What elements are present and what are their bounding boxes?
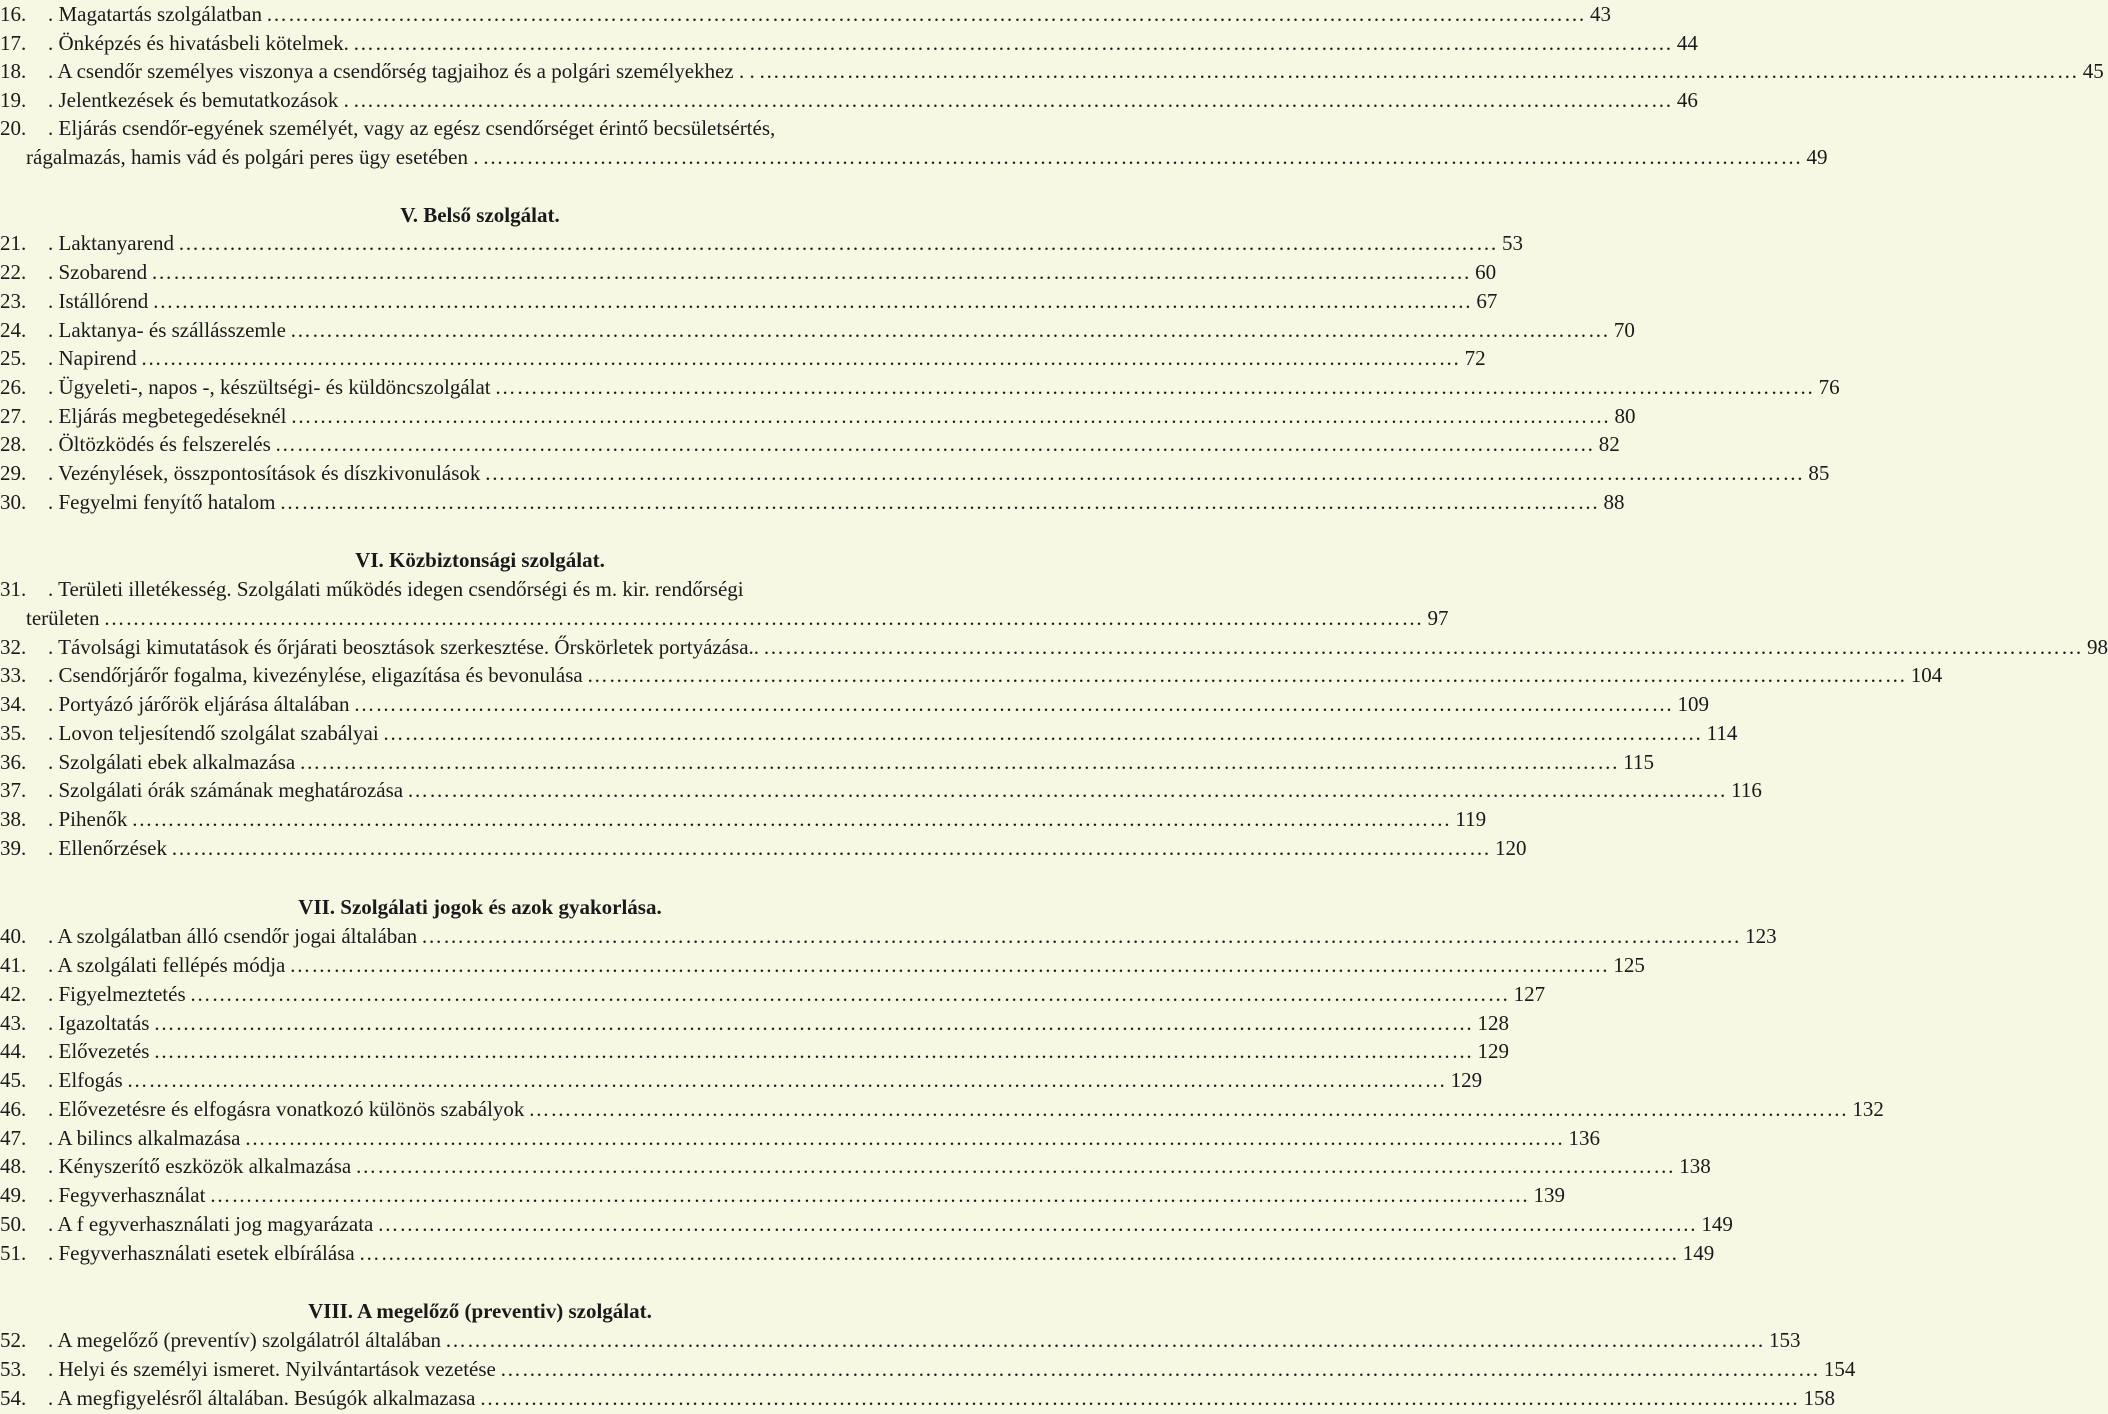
entry-page-number: 45 <box>2082 59 2104 83</box>
entry-number: 24. <box>0 318 27 342</box>
entry-number: 22. <box>0 260 27 284</box>
dot-leader <box>759 633 2087 661</box>
entry-number: 46. <box>0 1097 27 1121</box>
entry-page-number: 114 <box>1706 721 1738 745</box>
entry-title: . Önképzés és hivatásbeli kötelmek. <box>48 31 349 55</box>
dot-leader <box>355 1239 1683 1267</box>
entry-title: . Laktanya- és szállásszemle <box>48 318 286 342</box>
entry-page-number: 138 <box>1679 1154 1711 1178</box>
entry-number: 27. <box>0 404 27 428</box>
toc-entry <box>0 86 1698 114</box>
entry-number: 31. <box>0 577 27 601</box>
entry-number: 28. <box>0 432 27 456</box>
entry-title: . Területi illetékesség. Szolgálati működés idegen csendőrségi és m. kir. rendőrségi <box>48 577 744 601</box>
toc-entry <box>0 57 2104 85</box>
entry-title: . Lovon teljesítendő szolgálat szabályai <box>48 721 379 745</box>
dot-leader <box>148 287 1476 315</box>
toc-entry <box>0 922 1777 950</box>
entry-title: . Szolgálati ebek alkalmazása <box>48 750 296 774</box>
entry-page-number: 132 <box>1852 1097 1884 1121</box>
entry-title: . Elővezetésre és elfogásra vonatkozó különös szabályok <box>48 1097 525 1121</box>
entry-number: 20. <box>0 116 27 140</box>
entry-title: . A bilincs alkalmazása <box>48 1126 241 1150</box>
toc-entry <box>0 805 1487 833</box>
entry-number: 21. <box>0 231 27 255</box>
entry-page-number: 119 <box>1455 807 1487 831</box>
toc-entry <box>0 1384 1835 1412</box>
dot-leader <box>583 661 1911 689</box>
dot-leader <box>755 57 2083 85</box>
toc-entry <box>0 1124 1600 1152</box>
toc-entry <box>0 1066 1483 1094</box>
toc-entry <box>0 1009 1509 1037</box>
dot-leader <box>286 316 1614 344</box>
entry-page-number: 116 <box>1731 778 1762 802</box>
toc-entry <box>0 143 1828 171</box>
dot-leader <box>149 1037 1477 1065</box>
entry-number: 37. <box>0 778 27 802</box>
entry-title: . A szolgálatban álló csendőr jogai általában <box>48 924 418 948</box>
dot-leader <box>285 951 1613 979</box>
entry-title: . A megelőző (preventív) szolgálatról általában <box>48 1328 442 1352</box>
entry-page-number: 44 <box>1676 31 1698 55</box>
entry-page-number: 129 <box>1477 1039 1509 1063</box>
dot-leader <box>441 1326 1769 1354</box>
entry-title: . A megfigyelésről általában. Besúgók alkalmazasa <box>48 1386 476 1410</box>
entry-title: . Napirend <box>48 346 137 370</box>
dot-leader <box>403 776 1731 804</box>
entry-title: . Eljárás csendőr-egyének személyét, vagy az egész csendőrséget érintő becsületsértés, <box>48 116 776 140</box>
toc-entry <box>0 1037 1509 1065</box>
dot-leader <box>295 748 1623 776</box>
entry-number: 47. <box>0 1126 27 1150</box>
entry-page-number: 67 <box>1476 289 1498 313</box>
toc-entry <box>0 776 1762 804</box>
dot-leader <box>475 1384 1803 1412</box>
dot-leader <box>271 430 1599 458</box>
dot-leader <box>349 29 1677 57</box>
entry-number: 26. <box>0 375 27 399</box>
dot-leader <box>127 805 1455 833</box>
entry-number: 53. <box>0 1357 27 1381</box>
entry-title: . Eljárás megbetegedéseknél <box>48 404 287 428</box>
entry-title: . Kényszerítő eszközök alkalmazása <box>48 1154 352 1178</box>
toc-entry <box>0 1239 1715 1267</box>
dot-leader <box>149 1009 1477 1037</box>
entry-page-number: 53 <box>1501 231 1523 255</box>
entry-title: . Ellenőrzések <box>48 836 167 860</box>
entry-title: . Elővezetés <box>48 1039 150 1063</box>
entry-number: 36. <box>0 750 27 774</box>
toc-entry <box>0 1181 1565 1209</box>
entry-page-number: 123 <box>1745 924 1777 948</box>
entry-title: . Szolgálati órák számának meghatározása <box>48 778 404 802</box>
toc-entry <box>0 373 1840 401</box>
entry-title: . Igazoltatás <box>48 1011 150 1035</box>
entry-number: 42. <box>0 982 27 1006</box>
dot-leader <box>496 1355 1824 1383</box>
entry-number: 49. <box>0 1183 27 1207</box>
entry-title: . Laktanyarend <box>48 231 174 255</box>
entry-page-number: 127 <box>1513 982 1546 1006</box>
entry-page-number: 149 <box>1682 1241 1715 1265</box>
toc-entry <box>0 1326 1801 1354</box>
entry-page-number: 82 <box>1598 432 1620 456</box>
entry-page-number: 97 <box>1427 606 1449 630</box>
entry-number: 40. <box>0 924 27 948</box>
entry-page-number: 43 <box>1590 2 1611 26</box>
entry-number: 23. <box>0 289 27 313</box>
entry-title: . A szolgálati fellépés módja <box>48 953 286 977</box>
entry-number: 33. <box>0 663 27 687</box>
entry-title: területen <box>26 606 100 630</box>
entry-page-number: 98 <box>2087 635 2108 659</box>
toc-entry <box>0 690 1709 718</box>
entry-number: 43. <box>0 1011 27 1035</box>
dot-leader <box>123 1066 1451 1094</box>
entry-number: 45. <box>0 1068 27 1092</box>
toc-entry <box>0 29 1698 57</box>
entry-number: 16. <box>0 2 27 26</box>
toc-entry <box>0 287 1498 315</box>
entry-number: 29. <box>0 461 27 485</box>
toc-entry <box>0 1210 1733 1238</box>
entry-page-number: 129 <box>1450 1068 1483 1092</box>
toc-entry <box>0 114 946 142</box>
dot-leader <box>417 922 1745 950</box>
entry-page-number: 49 <box>1806 145 1828 169</box>
entry-number: 52. <box>0 1328 27 1352</box>
entry-number: 39. <box>0 836 27 860</box>
entry-title: . A csendőr személyes viszonya a csendőrség tagjaihoz és a polgári személyekhez . . <box>48 59 755 83</box>
dot-leader <box>147 258 1475 286</box>
entry-number: 17. <box>0 31 27 55</box>
dot-leader <box>524 1095 1852 1123</box>
entry-title: . Szobarend <box>48 260 148 284</box>
entry-title: . Fegyverhasználati esetek elbírálása <box>48 1241 355 1265</box>
dot-leader <box>286 402 1614 430</box>
entry-number: 54. <box>0 1386 27 1410</box>
entry-title: . Vezénylések, összpontosítások és díszkivonulások <box>48 461 481 485</box>
entry-number: 48. <box>0 1154 27 1178</box>
entry-title: . Figyelmeztetés <box>48 982 186 1006</box>
entry-title: . Portyázó járőrök eljárása általában <box>48 692 350 716</box>
toc-entry <box>0 604 1449 632</box>
dot-leader <box>349 690 1677 718</box>
entry-page-number: 60 <box>1475 260 1497 284</box>
toc-entry <box>0 1095 1884 1123</box>
dot-leader <box>480 459 1808 487</box>
entry-title: . Távolsági kimutatások és őrjárati beosztások szerkesztése. Őrskörletek portyázása.. <box>48 635 760 659</box>
entry-title: . Elfogás <box>48 1068 123 1092</box>
dot-leader <box>240 1124 1568 1152</box>
dot-leader <box>491 373 1819 401</box>
dot-leader <box>262 0 1590 28</box>
entry-title: . Öltözködés és felszerelés <box>48 432 271 456</box>
entry-page-number: 72 <box>1464 346 1486 370</box>
dot-leader <box>137 344 1465 372</box>
entry-number: 41. <box>0 953 27 977</box>
entry-number: 19. <box>0 88 27 112</box>
dot-leader <box>205 1181 1533 1209</box>
toc-entry <box>0 719 1738 747</box>
toc-entry <box>0 488 1625 516</box>
dot-leader <box>351 1152 1679 1180</box>
dot-leader <box>379 719 1707 747</box>
entry-page-number: 80 <box>1614 404 1636 428</box>
entry-page-number: 85 <box>1808 461 1830 485</box>
entry-page-number: 154 <box>1823 1357 1856 1381</box>
entry-title: . Csendőrjárőr fogalma, kivezénylése, eligazítása és bevonulása <box>48 663 583 687</box>
toc-entry <box>0 0 1611 28</box>
dot-leader <box>186 980 1514 1008</box>
entry-title: . Helyi és személyi ismeret. Nyilvántartások vezetése <box>48 1357 496 1381</box>
entry-page-number: 120 <box>1494 836 1527 860</box>
entry-number: 32. <box>0 635 27 659</box>
toc-entry <box>0 980 1546 1008</box>
entry-page-number: 128 <box>1477 1011 1509 1035</box>
entry-page-number: 76 <box>1818 375 1840 399</box>
toc-entry <box>0 229 1523 257</box>
entry-page-number: 109 <box>1677 692 1709 716</box>
toc-entry <box>0 1152 1711 1180</box>
entry-page-number: 104 <box>1910 663 1943 687</box>
entry-title: . Istállórend <box>48 289 149 313</box>
entry-number: 50. <box>0 1212 27 1236</box>
dot-leader <box>174 229 1502 257</box>
toc-entry <box>0 661 1943 689</box>
section-heading: VI. Közbiztonsági szolgálat. <box>355 548 605 572</box>
section-heading: VIII. A megelőző (preventiv) szolgálat. <box>308 1299 652 1323</box>
entry-number: 51. <box>0 1241 27 1265</box>
section-heading: V. Belső szolgálat. <box>400 203 560 227</box>
dot-leader <box>479 143 1807 171</box>
toc-entry <box>0 459 1830 487</box>
entry-number: 25. <box>0 346 27 370</box>
dot-leader <box>275 488 1603 516</box>
entry-page-number: 115 <box>1623 750 1654 774</box>
dot-leader <box>349 86 1677 114</box>
entry-title: . Ügyeleti-, napos -, készültségi- és küldöncszolgálat <box>48 375 491 399</box>
entry-number: 44. <box>0 1039 27 1063</box>
entry-page-number: 153 <box>1769 1328 1801 1352</box>
entry-title: . Pihenők <box>48 807 128 831</box>
toc-entry <box>0 258 1497 286</box>
toc-entry <box>0 344 1486 372</box>
section-heading: VII. Szolgálati jogok és azok gyakorlása. <box>298 895 662 919</box>
entry-page-number: 46 <box>1676 88 1698 112</box>
entry-page-number: 125 <box>1613 953 1645 977</box>
entry-number: 30. <box>0 490 27 514</box>
entry-page-number: 158 <box>1803 1386 1835 1410</box>
toc-entry <box>0 951 1645 979</box>
entry-title: . Jelentkezések és bemutatkozások . <box>48 88 349 112</box>
toc-entry <box>0 633 2108 661</box>
entry-title: . Fegyelmi fenyítő hatalom <box>48 490 276 514</box>
toc-entry <box>0 748 1654 776</box>
entry-title: . A f egyverhasználati jog magyarázata <box>48 1212 374 1236</box>
entry-number: 34. <box>0 692 27 716</box>
toc-entry <box>0 834 1527 862</box>
toc-entry <box>0 575 946 603</box>
entry-page-number: 88 <box>1603 490 1625 514</box>
entry-number: 35. <box>0 721 27 745</box>
entry-title: . Fegyverhasználat <box>48 1183 206 1207</box>
entry-page-number: 149 <box>1701 1212 1733 1236</box>
entry-page-number: 136 <box>1568 1126 1600 1150</box>
entry-title: . Magatartás szolgálatban <box>48 2 262 26</box>
toc-entry <box>0 430 1620 458</box>
toc-entry <box>0 402 1636 430</box>
dot-leader <box>167 834 1495 862</box>
entry-page-number: 70 <box>1613 318 1635 342</box>
toc-entry <box>0 1355 1856 1383</box>
entry-number: 18. <box>0 59 27 83</box>
entry-number: 38. <box>0 807 27 831</box>
dot-leader <box>99 604 1427 632</box>
entry-title: rágalmazás, hamis vád és polgári peres ügy esetében . <box>26 145 479 169</box>
entry-page-number: 139 <box>1533 1183 1565 1207</box>
dot-leader <box>373 1210 1701 1238</box>
toc-entry <box>0 316 1635 344</box>
